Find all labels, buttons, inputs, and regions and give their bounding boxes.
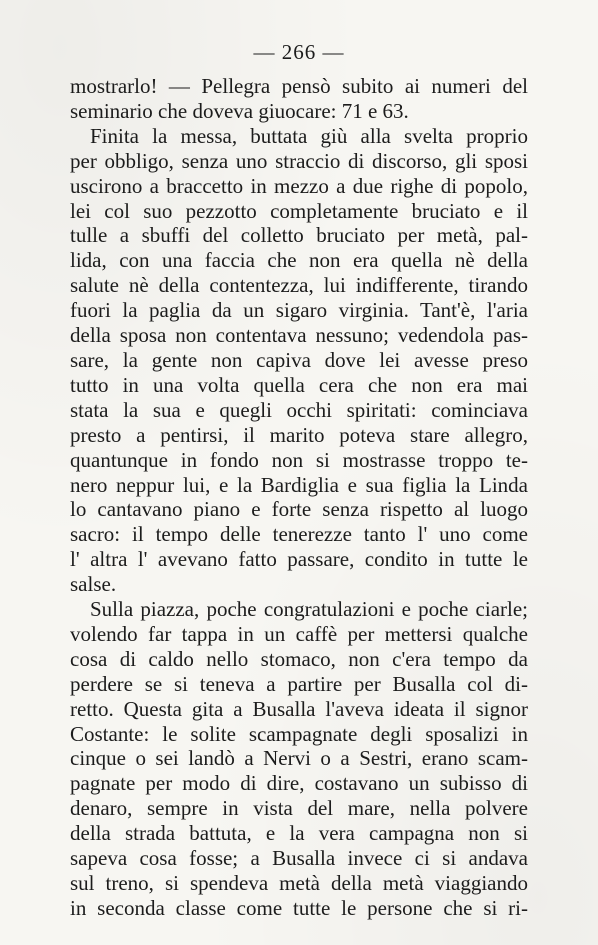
text-line: tulle a sbuffi del colletto bruciato per metà, pal- xyxy=(70,223,528,248)
text-line: salute nè della contentezza, lui indifferente, tirando xyxy=(70,273,528,298)
text-line: retto. Questa gita a Busalla l'aveva ideata il signor xyxy=(70,696,528,721)
text-line: cinque o sei landò a Nervi o a Sestri, erano scam- xyxy=(70,746,528,771)
text-line: lei col suo pezzotto completamente bruciato e il xyxy=(70,198,528,223)
text-line: in seconda classe come tutte le persone che si ri- xyxy=(70,895,528,920)
text-line: tutto in una volta quella cera che non era mai xyxy=(70,372,528,397)
paragraph xyxy=(70,74,528,124)
text-line: cosa di caldo nello stomaco, non c'era tempo da xyxy=(70,646,528,671)
text-line: lida, con una faccia che non era quella nè della xyxy=(70,248,528,273)
text-line: mostrarlo! — Pellegra pensò subito ai numeri del xyxy=(70,74,528,98)
page-number: — 266 — xyxy=(253,40,345,64)
paragraph xyxy=(70,124,528,597)
text-line: della sposa non contentava nessuno; vedendola pas- xyxy=(70,323,528,348)
text-line: della strada battuta, e la vera campagna non si xyxy=(70,821,528,846)
text-line: sapeva cosa fosse; a Busalla invece ci si andava xyxy=(70,846,528,871)
text-line: denaro, sempre in vista del mare, nella polvere xyxy=(70,796,528,821)
text-line: per obbligo, senza uno straccio di discorso, gli sposi xyxy=(70,148,528,173)
body-text xyxy=(70,74,528,921)
text-line: nero neppur lui, e la Bardiglia e sua figlia la Linda xyxy=(70,472,528,497)
text-line: volendo far tappa in un caffè per mettersi qualche xyxy=(70,621,528,646)
text-line: sul treno, si spendeva metà della metà viaggiando xyxy=(70,871,528,895)
text-line: sare, la gente non capiva dove lei avesse preso xyxy=(70,347,528,372)
text-line: stata la sua e quegli occhi spiritati: cominciava xyxy=(70,397,528,422)
text-line: Finita la messa, buttata giù alla svelta proprio xyxy=(90,123,528,148)
text-line: sacro: il tempo delle tenerezze tanto l' uno come xyxy=(70,522,528,547)
paragraph xyxy=(70,597,528,921)
text-line: quantunque in fondo non si mostrasse troppo te- xyxy=(70,447,528,472)
text-line: fuori la paglia da un sigaro virginia. Tant'è, l'aria xyxy=(70,298,528,323)
text-line: uscirono a braccetto in mezzo a due righe di popolo, xyxy=(70,173,528,198)
text-line: Costante: le solite scampagnate degli sposalizi in xyxy=(70,721,528,746)
text-line: lo cantavano piano e forte senza rispetto al luogo xyxy=(70,497,528,522)
text-line: presto a pentirsi, il marito poteva stare allegro, xyxy=(70,422,528,447)
text-line: seminario che doveva giuocare: 71 e 63. xyxy=(70,98,409,123)
text-line: l' altra l' avevano fatto passare, condito in tutte le xyxy=(70,547,528,572)
text-line: perdere se si teneva a partire per Busalla col di- xyxy=(70,671,528,696)
text-line: salse. xyxy=(70,572,117,597)
text-line: pagnate per modo di dire, costavano un subisso di xyxy=(70,771,528,796)
text-line: Sulla piazza, poche congratulazioni e poche ciarle; xyxy=(90,597,528,622)
